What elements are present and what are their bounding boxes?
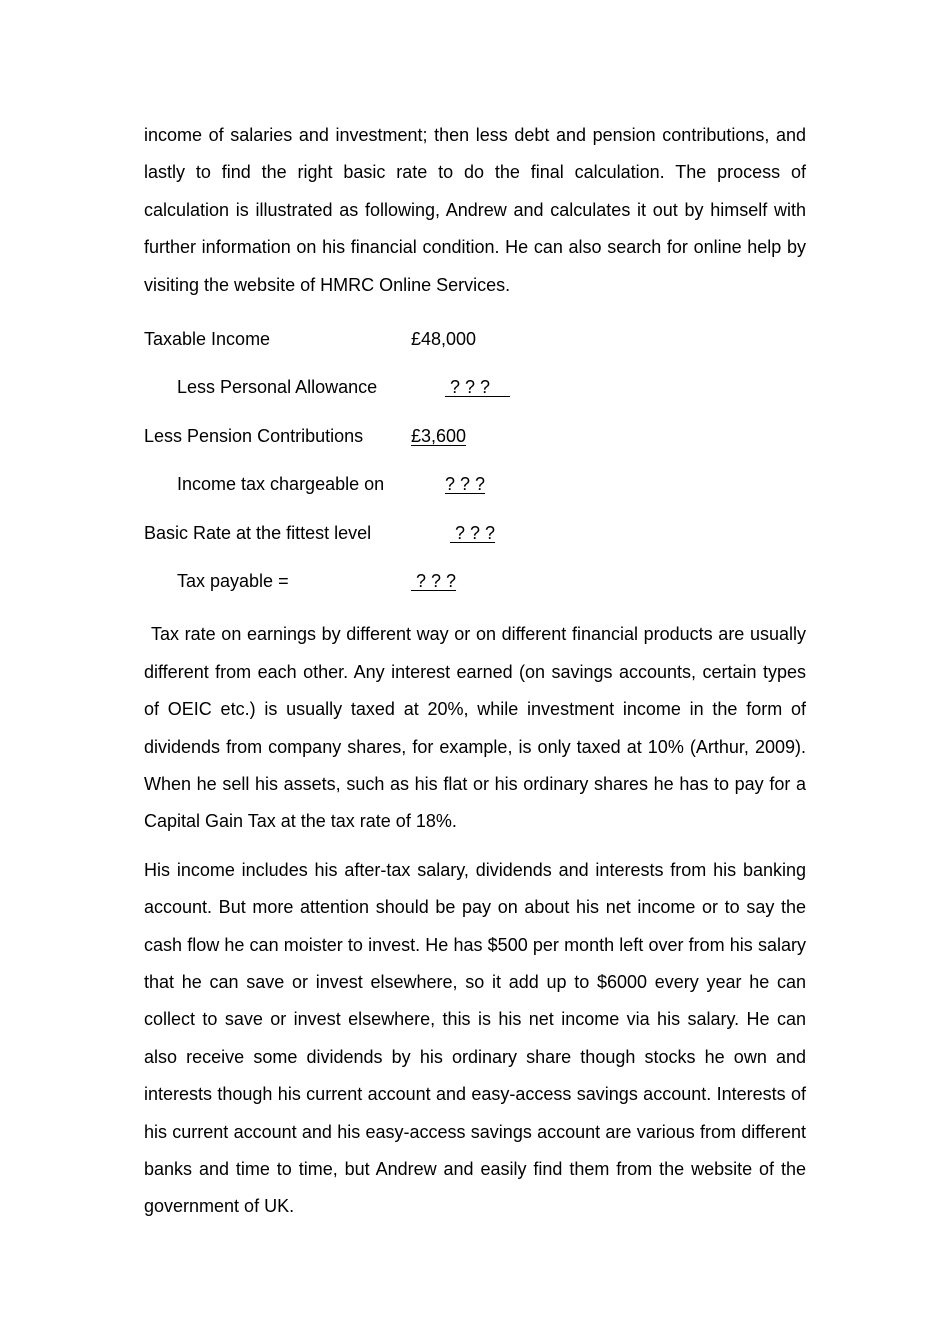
calc-row-tax-payable: [144, 557, 806, 605]
calc-row-pension-contributions: [144, 412, 806, 460]
paragraph-income: His income includes his after-tax salary, dividends and interests from his banking account. But more attention should be pay on about his net income or to say the cash flow he can moister to invest. He has $500 per month left over from his salary that he can save or invest elsewhere, so it add up to $6000 every year he can collect to save or invest elsewhere, this is his net income via his salary. He can also receive some dividends by his ordinary share though stocks he own and interests though his current account and easy-access savings account. Interests of his current account and his easy-access savings account are various from different banks and time to time, but Andrew and easily find them from the website of the government of UK.: [144, 859, 806, 1217]
paragraph-tax-rates: Tax rate on earnings by different way or on different financial products are usually different from each other. Any interest earned (on savings accounts, certain types of OEIC etc.) is usually taxed at 20%, while investment income in the form of dividends from company shares, for example, is only taxed at 10% (Arthur, 2009). When he sell his assets, such as his flat or his ordinary shares he has to pay for a Capital Gain Tax at the tax rate of 18%.: [144, 624, 806, 832]
calc-label: Taxable Income: [144, 329, 271, 350]
calc-value: ? ? ?: [445, 377, 511, 398]
calc-value: £3,600: [411, 425, 467, 446]
calc-value: ? ? ?: [445, 474, 486, 495]
calc-row-basic-rate: [144, 509, 806, 557]
calc-label: Less Pension Contributions: [144, 425, 364, 446]
calc-row-income-tax-chargeable: [144, 460, 806, 508]
calc-label: Basic Rate at the fittest level: [144, 522, 372, 543]
calc-label: Income tax chargeable on: [177, 474, 385, 495]
calc-label: Tax payable =: [177, 570, 289, 591]
calc-row-taxable-income: [144, 315, 806, 363]
paragraph-intro: income of salaries and investment; then less debt and pension contributions, and lastly to find the right basic rate to do the final calculation. The process of calculation is illustrated as following, Andrew and calculates it out by himself with further information on his financial condition. He can also search for online help by visiting the website of HMRC Online Services.: [144, 125, 806, 295]
calc-value: ? ? ?: [450, 522, 496, 543]
calc-label: Less Personal Allowance: [177, 377, 378, 398]
document-page: [144, 117, 806, 1226]
calc-value: ? ? ?: [411, 570, 457, 591]
calc-value: £48,000: [411, 329, 477, 350]
tax-calculation-table: [144, 315, 806, 605]
calc-row-personal-allowance: [144, 363, 806, 411]
